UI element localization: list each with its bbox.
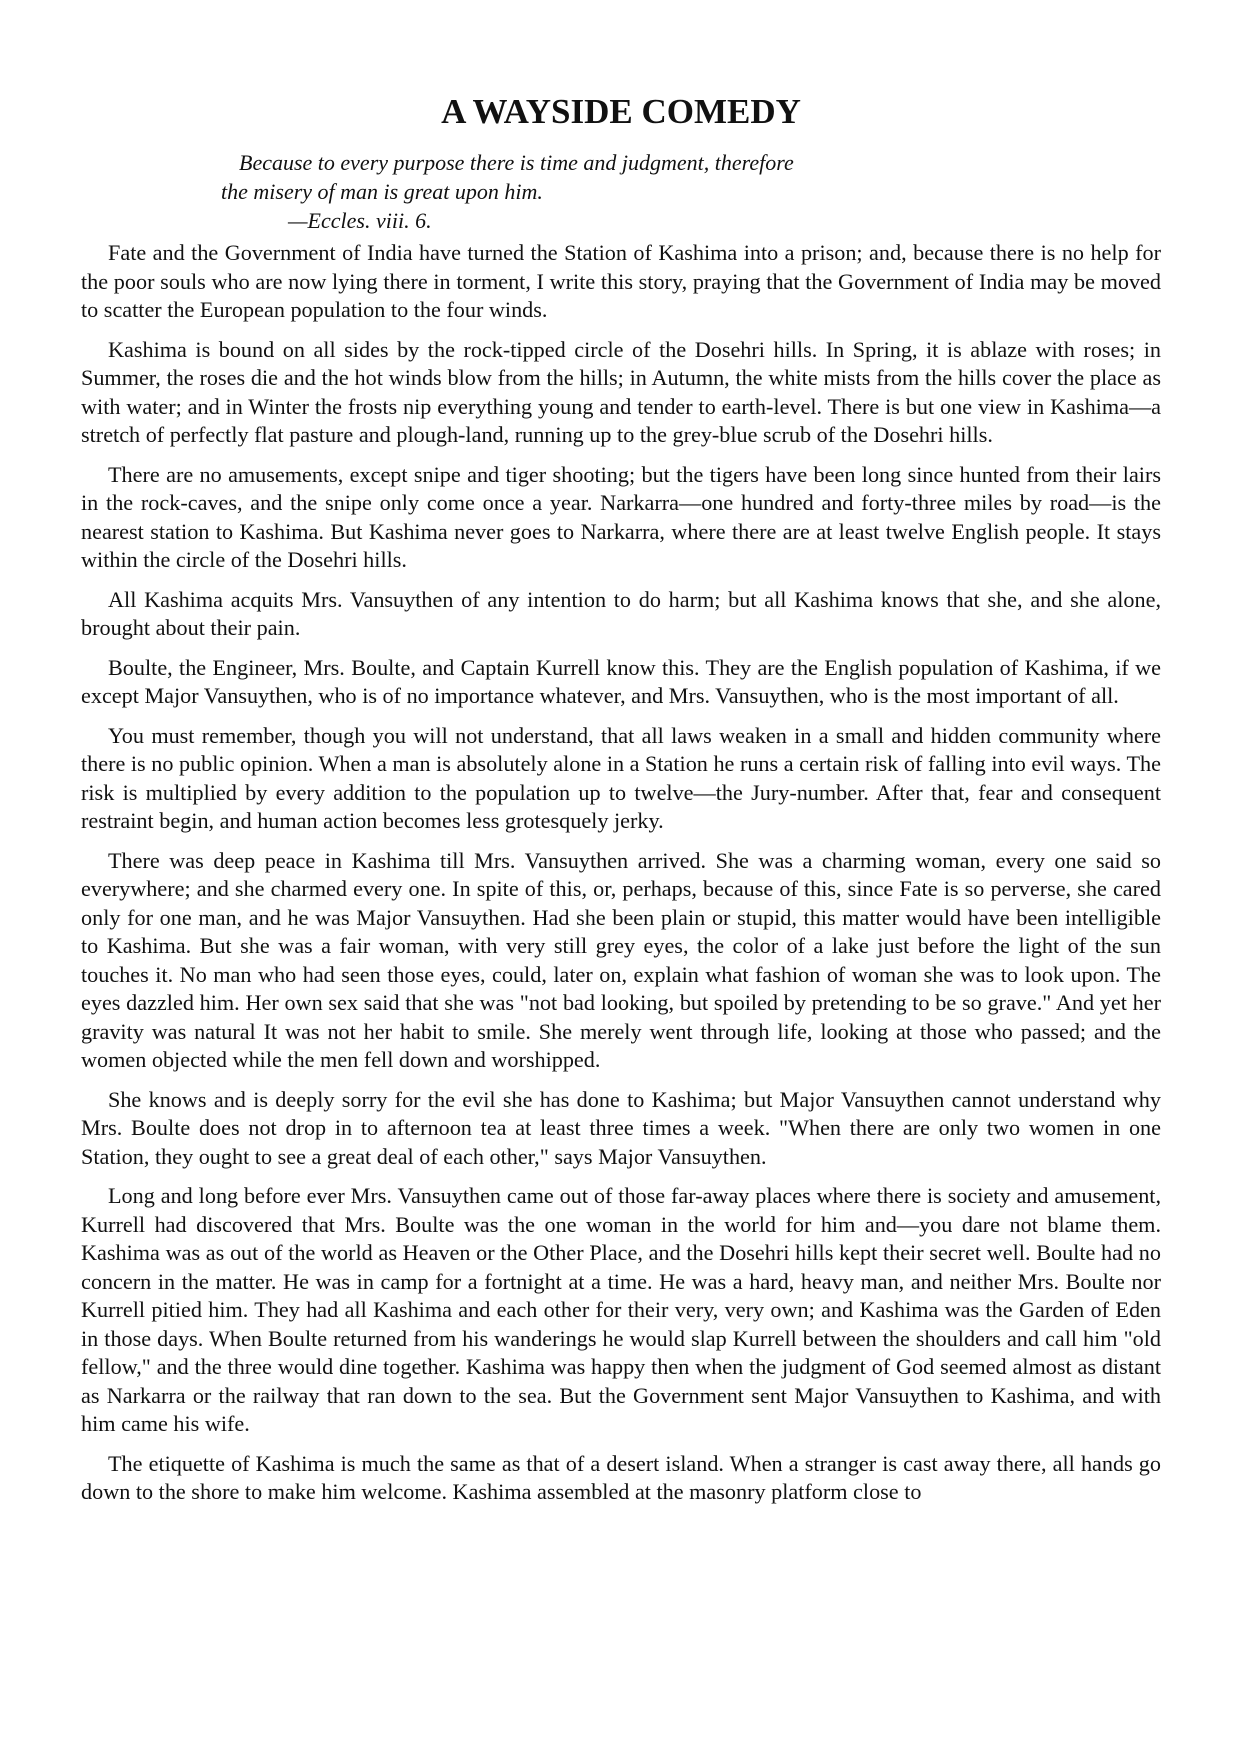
epigraph bbox=[81, 148, 1161, 235]
story-title: A WAYSIDE COMEDY bbox=[441, 92, 801, 131]
epigraph-attribution: —Eccles. viii. 6. bbox=[288, 208, 432, 233]
paragraph-1: Fate and the Government of India have turned the Station of Kashima into a prison; and, because there is no help for the poor souls who are now lying there in torment, I write this story, praying that the Government of India may be moved to scatter the European population to the four winds. bbox=[81, 240, 1161, 322]
paragraph-3: There are no amusements, except snipe and tiger shooting; but the tigers have been long since hunted from their lairs in the rock-caves, and the snipe only come once a year. Narkarra—one hundred and forty-three miles by road—is the nearest station to Kashima. But Kashima never goes to Narkarra, where there are at least twelve English people. It stays within the circle of the Dosehri hills. bbox=[81, 461, 1161, 572]
paragraph-2: Kashima is bound on all sides by the rock-tipped circle of the Dosehri hills. In Spring, it is ablaze with roses; in Summer, the roses die and the hot winds blow from the hills; in Autumn, the white mists from the hills cover the place as with water; and in Winter the frosts nip everything young and tender to earth-level. There is but one view in Kashima—a stretch of perfectly flat pasture and plough-land, running up to the grey-blue scrub of the Dosehri hills. bbox=[81, 336, 1161, 447]
paragraph-4: All Kashima acquits Mrs. Vansuythen of any intention to do harm; but all Kashima knows that she, and she alone, brought about their pain. bbox=[81, 586, 1161, 640]
paragraph-10: The etiquette of Kashima is much the same as that of a desert island. When a stranger is cast away there, all hands go down to the shore to make him welcome. Kashima assembled at the masonry platform close to bbox=[81, 1450, 1161, 1504]
paragraph-8: She knows and is deeply sorry for the evil she has done to Kashima; but Major Vansuythen cannot understand why Mrs. Boulte does not drop in to afternoon tea at least three times a week. "When there are only two women in one Station, they ought to see a great deal of each other," says Major Vansuythen. bbox=[81, 1086, 1161, 1169]
paragraph-9: Long and long before ever Mrs. Vansuythen came out of those far-away places where there is society and amusement, Kurrell had discovered that Mrs. Boulte was the one woman in the world for him and—you dare not blame them. Kashima was as out of the world as Heaven or the Other Place, and the Dosehri hills kept their secret well. Boulte had no concern in the matter. He was in camp for a fortnight at a time. He was a hard, heavy man, and neither Mrs. Boulte nor Kurrell pitied him. They had all Kashima and each other for their very, very own; and Kashima was the Garden of Eden in those days. When Boulte returned from his wanderings he would slap Kurrell between the shoulders and call him "old fellow," and the three would dine together. Kashima was happy then when the judgment of God seemed almost as distant as Narkarra or the railway that ran down to the sea. But the Government sent Major Vansuythen to Kashima, and with him came his wife. bbox=[81, 1183, 1161, 1436]
paragraph-6: You must remember, though you will not understand, that all laws weaken in a small and hidden community where there is no public opinion. When a man is absolutely alone in a Station he runs a certain risk of falling into evil ways. The risk is multiplied by every addition to the population up to twelve—the Jury-number. After that, fear and consequent restraint begin, and human action becomes less grotesquely jerky. bbox=[81, 722, 1161, 833]
page-content bbox=[81, 88, 1161, 1518]
paragraph-5: Boulte, the Engineer, Mrs. Boulte, and Captain Kurrell know this. They are the English population of Kashima, if we except Major Vansuythen, who is of no importance whatever, and Mrs. Vansuythen, who is the most important of all. bbox=[81, 654, 1161, 708]
paragraph-7: There was deep peace in Kashima till Mrs. Vansuythen arrived. She was a charming woman, every one said so everywhere; and she charmed every one. In spite of this, or, perhaps, because of this, since Fate is so perverse, she cared only for one man, and he was Major Vansuythen. Had she been plain or stupid, this matter would have been intelligible to Kashima. But she was a fair woman, with very still grey eyes, the color of a lake just before the light of the sun touches it. No man who had seen those eyes, could, later on, explain what fashion of woman she was to look upon. The eyes dazzled him. Her own sex said that she was "not bad looking, but spoiled by pretending to be so grave." And yet her gravity was natural It was not her habit to smile. She merely went through life, looking at those who passed; and the women objected while the men fell down and worshipped. bbox=[81, 847, 1161, 1072]
epigraph-line-1: Because to every purpose there is time and judgment, therefore bbox=[239, 150, 794, 175]
epigraph-line-2: the misery of man is great upon him. bbox=[221, 179, 543, 204]
